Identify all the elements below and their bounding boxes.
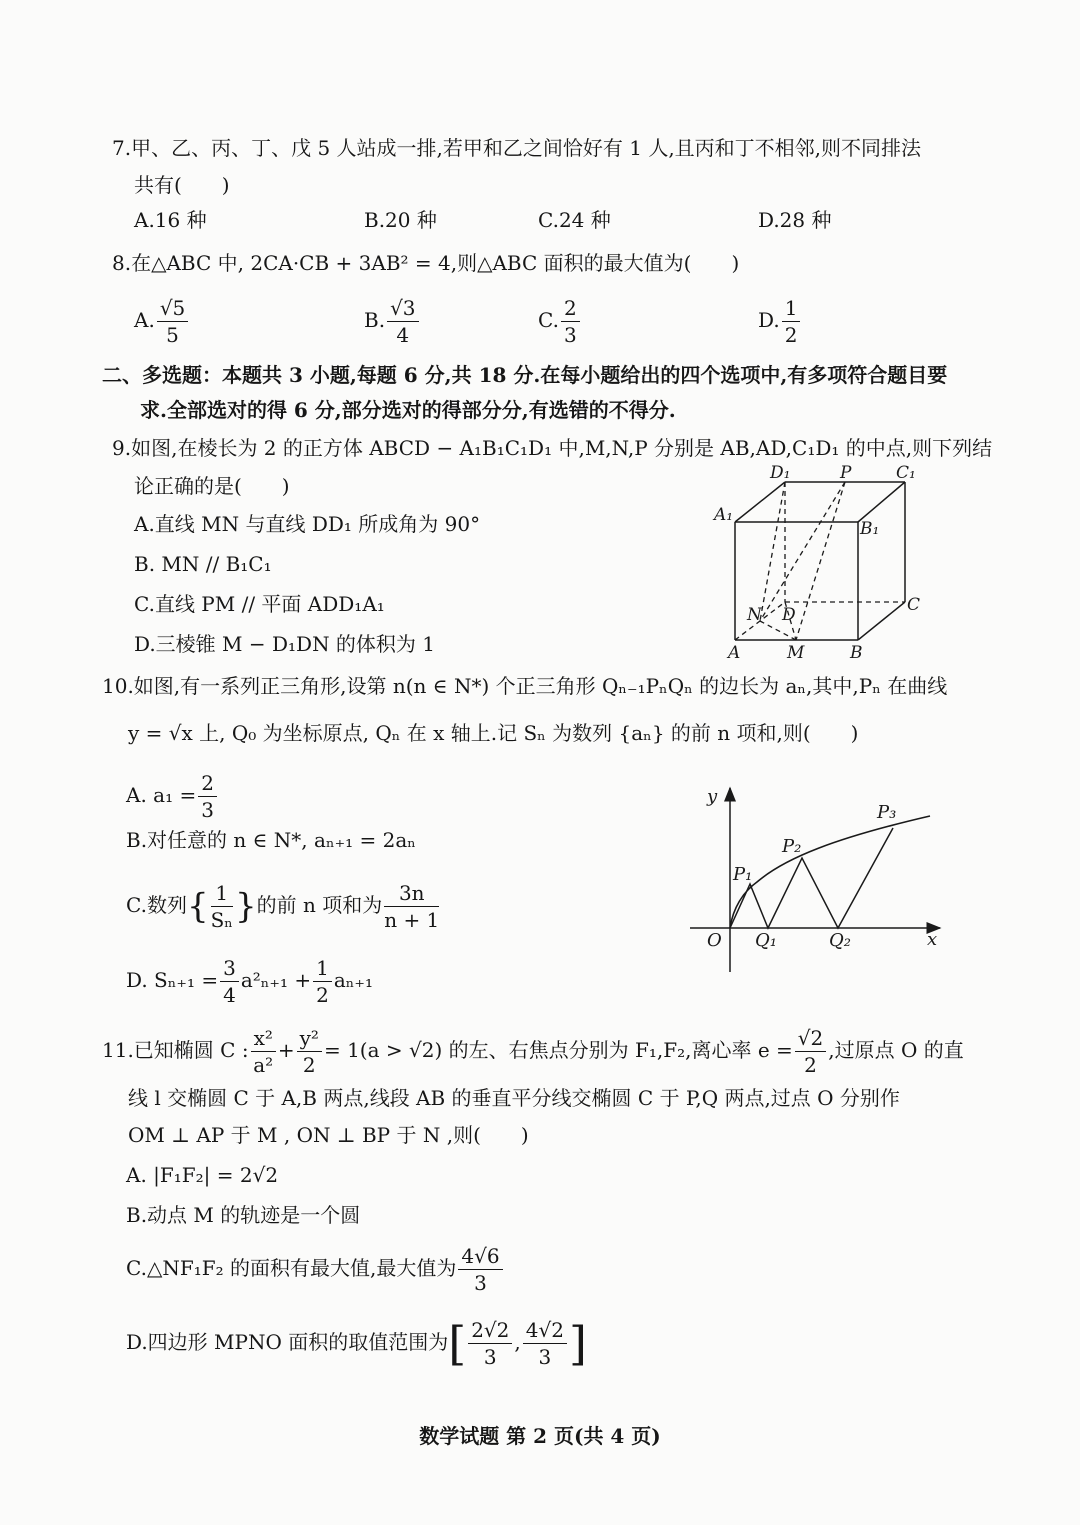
q11-option-a: A. |F₁F₂| = 2√2 <box>126 1163 279 1187</box>
segment-pm <box>796 482 845 640</box>
cube-edge-bc <box>858 602 905 640</box>
q11-option-d: D.四边形 MPNO 面积的取值范围为[ $\frac{2√2}{3}$ , $\frac{4√2}{3}$ ] <box>126 1316 587 1371</box>
label-x: x <box>927 929 938 950</box>
label-b: B <box>850 643 863 662</box>
label-p3: P₃ <box>877 802 897 823</box>
q11-stem-line3: OM ⊥ AP 于 M , ON ⊥ BP 于 N ,则( ) <box>128 1123 529 1147</box>
label-q2: Q₂ <box>829 930 851 951</box>
triangle-sides <box>730 828 893 928</box>
q10-option-d: D. Sₙ₊₁ = $\frac{3}{4}$ a²ₙ₊₁ + $\frac{1}{2}$ aₙ₊₁ <box>126 956 374 1007</box>
label-c1: C₁ <box>896 463 916 483</box>
q7-stem-line1: 7.甲、乙、丙、丁、戊 5 人站成一排,若甲和乙之间恰好有 1 人,且丙和丁不相邻,则不同排法 <box>112 136 922 160</box>
cube-edge-a1d1 <box>735 482 785 522</box>
label-a1: A₁ <box>714 505 734 525</box>
q11-option-b: B.动点 M 的轨迹是一个圆 <box>126 1203 361 1227</box>
page-footer: 数学试题 第 2 页(共 4 页) <box>419 1424 661 1448</box>
q9-option-a: A.直线 MN 与直线 DD₁ 所成角为 90° <box>134 512 481 536</box>
section2-heading-line2: 求.全部选对的得 6 分,部分选对的得部分分,有选错的不得分. <box>140 398 676 422</box>
label-p1: P₁ <box>733 864 753 885</box>
q9-option-d: D.三棱锥 M − D₁DN 的体积为 1 <box>134 632 436 656</box>
q10-option-a: A. a₁ = $\frac{2}{3}$ <box>126 770 219 823</box>
q9-stem-line2: 论正确的是( ) <box>134 474 290 498</box>
label-y: y <box>707 786 718 807</box>
label-p: P <box>840 463 852 483</box>
label-m: M <box>787 643 805 662</box>
q10-option-b: B.对任意的 n ∈ N*, aₙ₊₁ = 2aₙ <box>126 828 416 852</box>
segment-pn <box>760 482 845 621</box>
cube-figure <box>700 462 940 662</box>
q8-option-c: C. $\frac{2}{3}$ <box>538 295 582 348</box>
q10-option-c: C.数列{ $\frac{1}{\text{Sₙ}}$ }的前 n 项和为 $\frac{3n}{n + 1}$ <box>126 881 440 932</box>
label-d1: D₁ <box>770 463 791 483</box>
q7-option-a: A.16 种 <box>134 208 207 232</box>
q7-option-b: B.20 种 <box>364 208 437 232</box>
cube-edge-b1c1 <box>858 482 905 522</box>
section2-heading-line1: 二、多选题：本题共 3 小题,每题 6 分,共 18 分.在每小题给出的四个选项中,有多项符合题目要 <box>102 363 948 387</box>
q11-option-c: C.△NF₁F₂ 的面积有最大值,最大值为 $\frac{4√6}{3}$ <box>126 1243 505 1296</box>
q9-option-b: B. MN // B₁C₁ <box>134 552 272 576</box>
q8-option-b: B. $\frac{√3}{4}$ <box>364 295 421 348</box>
q8-option-d: D. $\frac{1}{2}$ <box>758 295 802 348</box>
label-p2: P₂ <box>782 836 802 857</box>
label-o: O <box>707 930 722 951</box>
q8-option-a: A. $\frac{√5}{5}$ <box>134 295 190 348</box>
q10-stem-line2: y = √x 上, Q₀ 为坐标原点, Qₙ 在 x 轴上.记 Sₙ 为数列 {aₙ} 的前 n 项和,则( ) <box>128 721 859 745</box>
q10-stem-line1: 10.如图,有一系列正三角形,设第 n(n ∈ N*) 个正三角形 Qₙ₋₁PₙQₙ 的边长为 aₙ,其中,Pₙ 在曲线 <box>102 674 948 698</box>
label-c: C <box>907 595 921 615</box>
q7-option-d: D.28 种 <box>758 208 832 232</box>
label-n: N <box>747 605 762 625</box>
q11-stem-line2: 线 l 交椭圆 C 于 A,B 两点,线段 AB 的垂直平分线交椭圆 C 于 P,Q 两点,过点 O 分别作 <box>128 1086 900 1110</box>
label-q1: Q₁ <box>755 930 777 951</box>
label-a: A <box>728 643 741 662</box>
q7-option-c: C.24 种 <box>538 208 611 232</box>
q9-option-c: C.直线 PM // 平面 ADD₁A₁ <box>134 592 385 616</box>
q11-stem-line1: 11.已知椭圆 C : $\frac{\text{x²}}{\text{a²}}$ + $\frac{\text{y²}}{2}$ = 1(a > √2) 的左、右焦点分别为 F₁,F₂,离心率 e = $\frac{√2}{2}$ ,过原点 O 的直 <box>102 1026 964 1077</box>
q7-stem-line2: 共有( ) <box>134 173 230 197</box>
label-d: D <box>782 605 796 625</box>
q9-stem-line1: 9.如图,在棱长为 2 的正方体 ABCD − A₁B₁C₁D₁ 中,M,N,P 分别是 AB,AD,C₁D₁ 的中点,则下列结 <box>112 436 993 460</box>
triangles-figure <box>685 780 950 980</box>
q8-stem: 8.在△ABC 中, 2CA·CB + 3AB² = 4,则△ABC 面积的最大值为( ) <box>112 251 740 275</box>
label-b1: B₁ <box>860 519 880 539</box>
